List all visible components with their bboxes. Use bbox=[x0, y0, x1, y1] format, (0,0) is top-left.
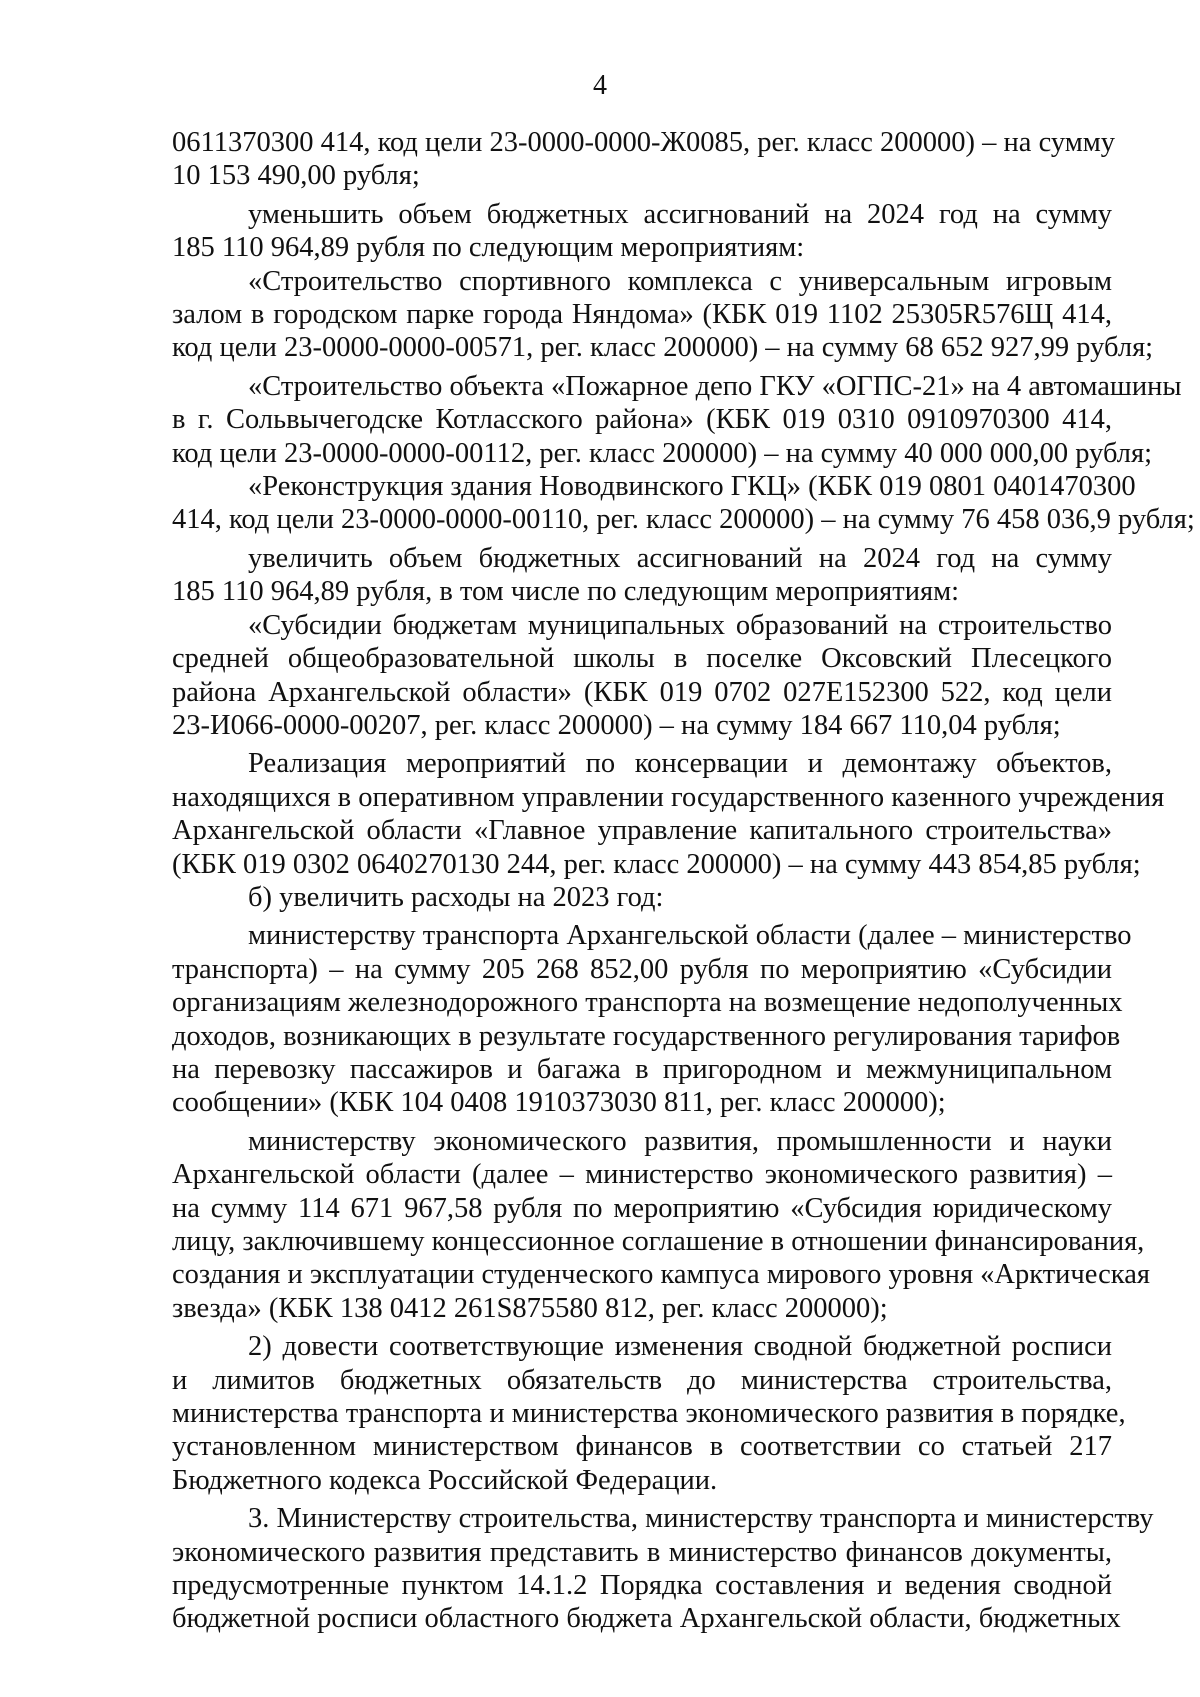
text-line: сообщении» (КБК 104 0408 1910373030 811, рег. класс 200000); bbox=[172, 1087, 946, 1119]
text-line: предусмотренные пунктом 14.1.2 Порядка составления и ведения сводной bbox=[172, 1570, 1112, 1602]
text-line: в г. Сольвычегодске Котласского района» (КБК 019 0310 0910970300 414, bbox=[172, 404, 1112, 436]
text-line: «Реконструкция здания Новодвинского ГКЦ» (КБК 019 0801 0401470300 bbox=[248, 471, 1136, 503]
text-line: залом в городском парке города Няндома» (КБК 019 1102 25305R576Щ 414, bbox=[172, 299, 1112, 331]
paragraph bbox=[172, 542, 1112, 609]
text-line: бюджетной росписи областного бюджета Архангельской области, бюджетных bbox=[172, 1603, 1121, 1635]
page-number: 4 bbox=[593, 70, 607, 101]
paragraph bbox=[172, 1330, 1126, 1497]
text-line: (КБК 019 0302 0640270130 244, рег. класс 200000) – на сумму 443 854,85 рубля; bbox=[172, 848, 1141, 880]
paragraph bbox=[172, 370, 1182, 470]
text-line: 185 110 964,89 рубля, в том числе по следующим мероприятиям: bbox=[172, 576, 960, 608]
text-line: на перевозку пассажиров и багажа в пригородном и межмуниципальном bbox=[172, 1053, 1112, 1085]
text-line: лицу, заключившему концессионное соглашение в отношении финансирования, bbox=[172, 1226, 1145, 1257]
text-line: 2) довести соответствующие изменения сводной бюджетной росписи bbox=[248, 1331, 1112, 1363]
paragraph bbox=[172, 198, 1112, 265]
text-line: 23-И066-0000-00207, рег. класс 200000) – на сумму 184 667 110,04 рубля; bbox=[172, 709, 1061, 741]
text-line: доходов, возникающих в результате государственного регулирования тарифов bbox=[172, 1020, 1121, 1052]
text-line: средней общеобразовательной школы в поселке Оксовский Плесецкого bbox=[172, 643, 1112, 675]
text-line: находящихся в оперативном управлении государственного казенного учреждения bbox=[172, 781, 1165, 813]
text-line: 10 153 490,00 рубля; bbox=[172, 160, 420, 192]
paragraph bbox=[172, 126, 1116, 193]
text-line: «Строительство спортивного комплекса с универсальным игровым bbox=[248, 265, 1112, 297]
text-line: министерству экономического развития, промышленности и науки bbox=[248, 1125, 1112, 1157]
text-line: Архангельской области (далее – министерство экономического развития) – bbox=[172, 1159, 1112, 1191]
paragraph bbox=[172, 747, 1165, 881]
paragraph bbox=[172, 1125, 1150, 1325]
text-line: создания и эксплуатации студенческого кампуса мирового уровня «Арктическая bbox=[172, 1259, 1150, 1291]
text-line: уменьшить объем бюджетных ассигнований на 2024 год на сумму bbox=[248, 198, 1112, 230]
text-line: района Архангельской области» (КБК 019 0702 027E152300 522, код цели bbox=[172, 676, 1112, 708]
text-line: и лимитов бюджетных обязательств до министерства строительства, bbox=[172, 1364, 1112, 1396]
paragraph bbox=[172, 1502, 1154, 1636]
text-line: 0611370300 414, код цели 23-0000-0000-Ж0085, рег. класс 200000) – на сумму bbox=[172, 127, 1116, 158]
text-line: Бюджетного кодекса Российской Федерации. bbox=[172, 1464, 718, 1496]
text-line: Архангельской области «Главное управление капитального строительства» bbox=[172, 815, 1112, 847]
text-line: код цели 23-0000-0000-00112, рег. класс 200000) – на сумму 40 000 000,00 рубля; bbox=[172, 437, 1153, 469]
text-line: «Строительство объекта «Пожарное депо ГКУ «ОГПС-21» на 4 автомашины bbox=[248, 370, 1182, 402]
text-line: «Субсидии бюджетам муниципальных образований на строительство bbox=[248, 609, 1112, 641]
paragraph bbox=[172, 881, 1112, 914]
paragraph bbox=[172, 265, 1154, 365]
text-line: министерства транспорта и министерства экономического развития в порядке, bbox=[172, 1398, 1126, 1430]
paragraph bbox=[172, 919, 1132, 1119]
text-line: 3. Министерству строительства, министерству транспорта и министерству bbox=[248, 1503, 1154, 1535]
text-line: Реализация мероприятий по консервации и демонтажу объектов, bbox=[248, 748, 1112, 780]
text-line: установленном министерством финансов в соответствии со статьей 217 bbox=[172, 1431, 1112, 1463]
text-line: транспорта) – на сумму 205 268 852,00 рубля по мероприятию «Субсидии bbox=[172, 953, 1112, 985]
text-line: б) увеличить расходы на 2023 год: bbox=[248, 881, 664, 913]
text-line: министерству транспорта Архангельской области (далее – министерство bbox=[248, 920, 1132, 952]
text-line: код цели 23-0000-0000-00571, рег. класс 200000) – на сумму 68 652 927,99 рубля; bbox=[172, 332, 1154, 364]
document-body bbox=[172, 126, 1195, 1636]
text-line: организациям железнодорожного транспорта на возмещение недополученных bbox=[172, 987, 1123, 1019]
text-line: 414, код цели 23-0000-0000-00110, рег. класс 200000) – на сумму 76 458 036,9 рубля; bbox=[172, 504, 1195, 536]
text-line: звезда» (КБК 138 0412 261S875580 812, рег. класс 200000); bbox=[172, 1292, 888, 1324]
paragraph bbox=[172, 470, 1195, 537]
paragraph bbox=[172, 609, 1112, 743]
text-line: экономического развития представить в министерство финансов документы, bbox=[172, 1536, 1112, 1568]
text-line: увеличить объем бюджетных ассигнований на 2024 год на сумму bbox=[248, 542, 1112, 574]
text-line: на сумму 114 671 967,58 рубля по мероприятию «Субсидия юридическому bbox=[172, 1192, 1112, 1224]
text-line: 185 110 964,89 рубля по следующим мероприятиям: bbox=[172, 232, 805, 264]
